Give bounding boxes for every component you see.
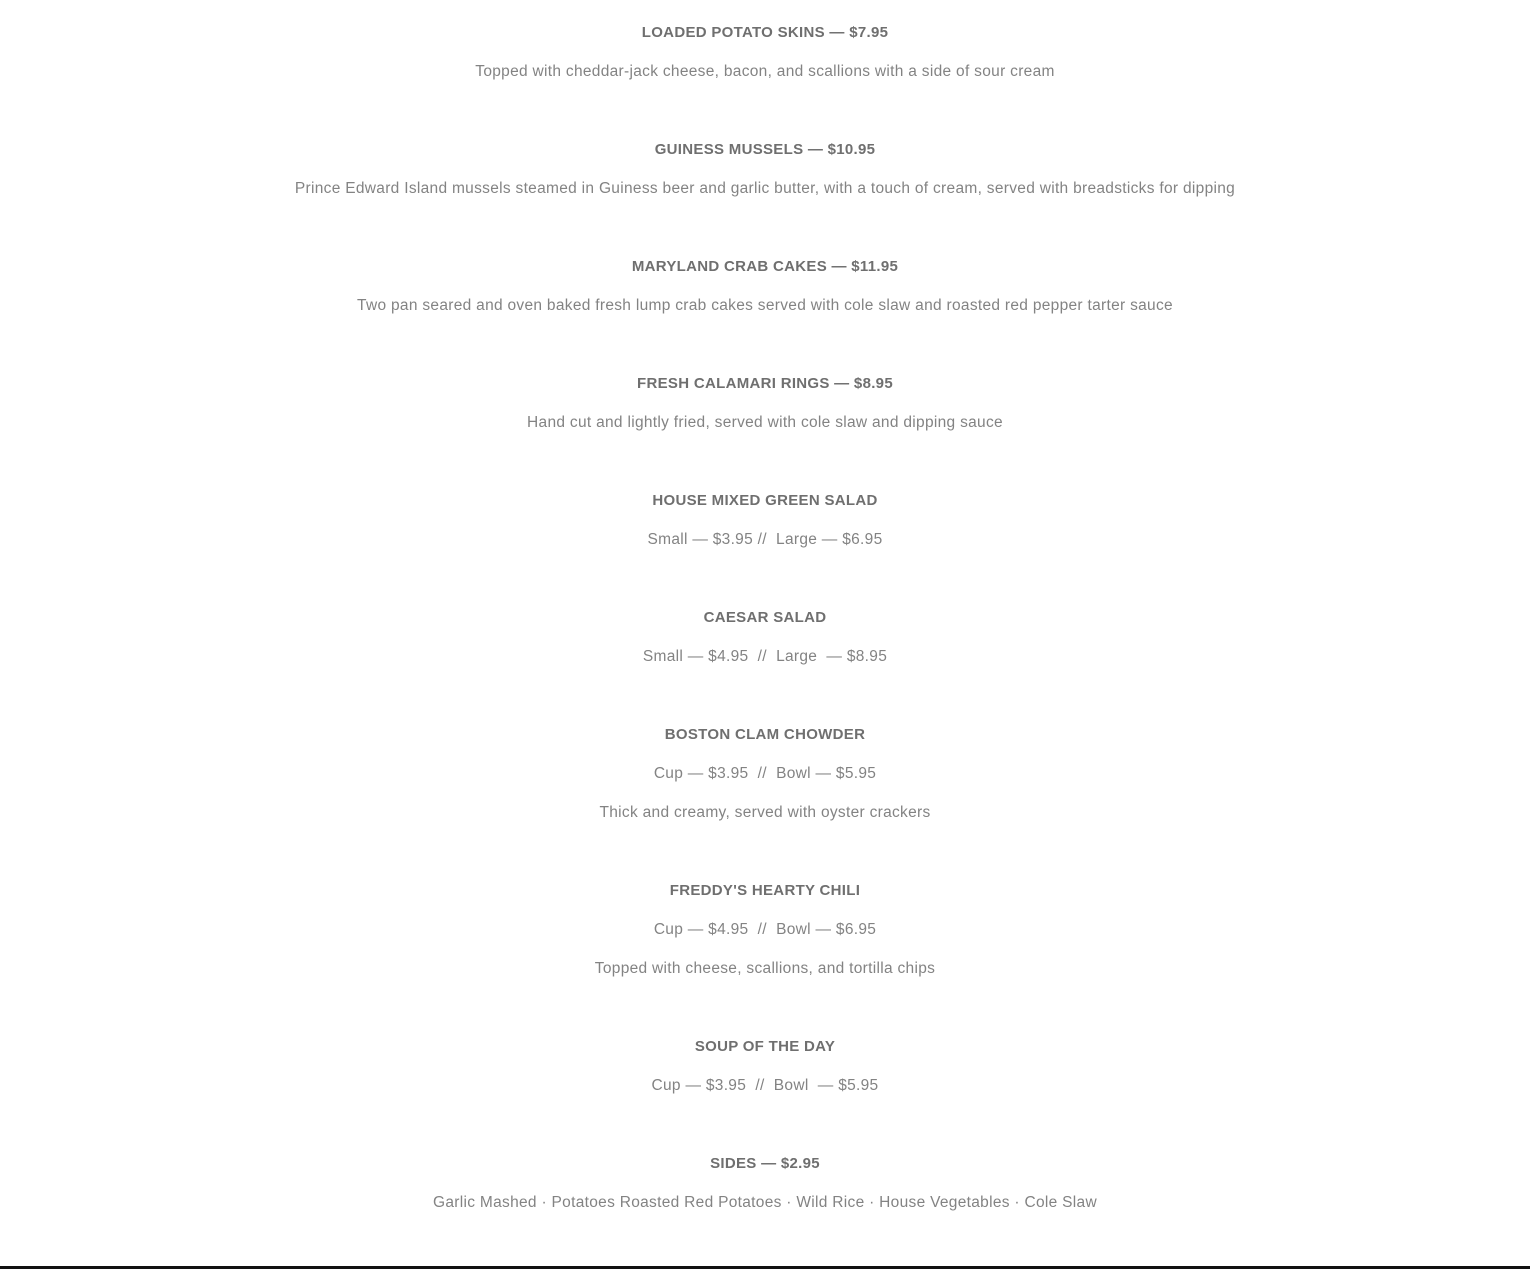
menu-item-description: Thick and creamy, served with oyster crackers: [599, 804, 931, 821]
menu-item-title: CAESAR SALAD: [703, 609, 827, 626]
menu-item-description: Prince Edward Island mussels steamed in Guiness beer and garlic butter, with a touch of cream, served with breadsticks for dipping: [294, 180, 1236, 197]
menu-item-description: Hand cut and lightly fried, served with cole slaw and dipping sauce: [527, 414, 1003, 431]
menu-item-title: MARYLAND CRAB CAKES — $11.95: [631, 258, 899, 275]
menu-item-prices: Cup — $4.95 // Bowl — $6.95: [653, 921, 877, 938]
menu-item-title: GUINESS MUSSELS — $10.95: [654, 141, 876, 158]
menu-item-prices: Small — $4.95 // Large — $8.95: [642, 648, 888, 665]
menu-item-description: Topped with cheddar-jack cheese, bacon, and scallions with a side of sour cream: [475, 63, 1055, 80]
menu-item-title: SOUP OF THE DAY: [694, 1038, 836, 1055]
menu-item-fresh-calamari-rings: [0, 374, 1530, 433]
menu-item-maryland-crab-cakes: [0, 257, 1530, 316]
menu-item-prices: Cup — $3.95 // Bowl — $5.95: [651, 1077, 879, 1094]
menu-item-prices: Small — $3.95 // Large — $6.95: [647, 531, 883, 548]
menu-item-title: HOUSE MIXED GREEN SALAD: [652, 492, 878, 509]
menu-item-freddys-hearty-chili: [0, 881, 1530, 979]
menu-item-description: Topped with cheese, scallions, and tortilla chips: [594, 960, 936, 977]
menu-item-house-mixed-green-salad: [0, 491, 1530, 550]
menu-item-title: LOADED POTATO SKINS — $7.95: [641, 24, 889, 41]
menu-item-boston-clam-chowder: [0, 725, 1530, 823]
menu-item-title: FREDDY'S HEARTY CHILI: [669, 882, 861, 899]
menu-item-soup-of-the-day: [0, 1037, 1530, 1096]
menu-item-description: Garlic Mashed · Potatoes Roasted Red Potatoes · Wild Rice · House Vegetables · Cole Slaw: [433, 1194, 1097, 1211]
menu-item-guiness-mussels: [0, 140, 1530, 199]
menu-item-description: Two pan seared and oven baked fresh lump crab cakes served with cole slaw and roasted red pepper tarter sauce: [357, 297, 1173, 314]
menu-item-prices: Cup — $3.95 // Bowl — $5.95: [653, 765, 877, 782]
menu-item-sides: [0, 1154, 1530, 1213]
menu-item-loaded-potato-skins: [0, 23, 1530, 82]
menu-item-title: BOSTON CLAM CHOWDER: [664, 726, 866, 743]
menu-item-title: FRESH CALAMARI RINGS — $8.95: [637, 375, 893, 392]
menu-item-caesar-salad: [0, 608, 1530, 667]
menu-item-title: SIDES — $2.95: [710, 1155, 820, 1172]
